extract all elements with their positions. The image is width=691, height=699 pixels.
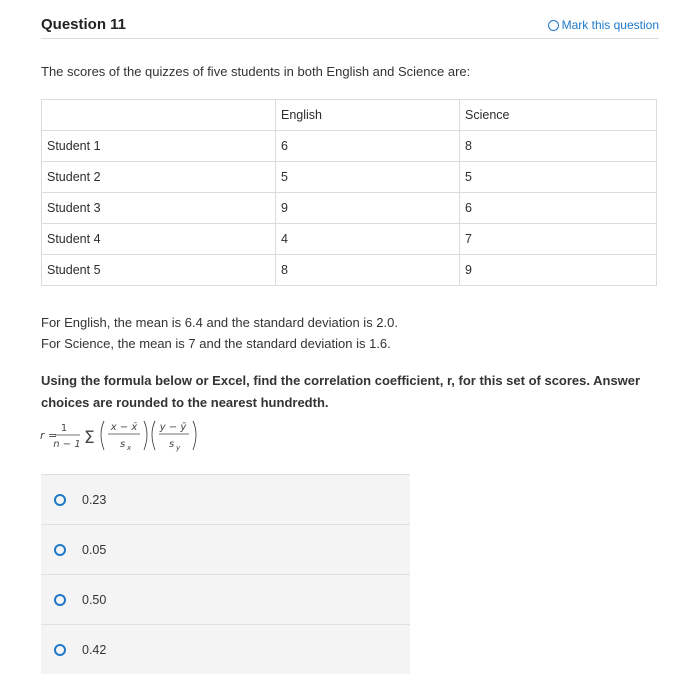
scores-table [41, 99, 657, 286]
table-cell: 5 [276, 162, 460, 193]
table-cell: Student 3 [42, 193, 276, 224]
table-cell: 9 [276, 193, 460, 224]
circle-icon [548, 20, 559, 31]
answer-choice[interactable] [41, 474, 410, 524]
sigma-icon: Σ [84, 428, 95, 448]
x-numerator: x − x̄ [110, 422, 138, 433]
formula-lhs: r = [40, 429, 58, 442]
table-header-cell: English [276, 100, 460, 131]
x-denominator: s [120, 439, 126, 450]
choice-label: 0.50 [82, 592, 107, 607]
mark-question-label: Mark this question [561, 18, 659, 32]
right-paren-icon [144, 421, 147, 450]
table-row [42, 131, 657, 162]
radio-button[interactable] [54, 544, 66, 556]
answer-choice[interactable] [41, 574, 410, 624]
answer-choice[interactable] [41, 524, 410, 574]
y-numerator: y − ȳ [159, 422, 187, 433]
table-header-row [42, 100, 657, 131]
answer-choices [41, 474, 410, 674]
table-header-cell: Science [460, 100, 657, 131]
english-stats: For English, the mean is 6.4 and the standard deviation is 2.0. [41, 315, 398, 330]
table-cell: Student 2 [42, 162, 276, 193]
formula-denominator: n − 1 [53, 439, 81, 450]
instruction-text: Using the formula below or Excel, find the correlation coefficient, r, for this set of scores. Answer choices are rounded to the nearest hundredth. [41, 373, 641, 410]
choice-label: 0.05 [82, 542, 107, 557]
radio-button[interactable] [54, 594, 66, 606]
y-subscript: y [176, 444, 181, 452]
stats-text [41, 312, 398, 354]
table-row [42, 224, 657, 255]
left-paren-icon [101, 421, 104, 450]
table-cell: Student 1 [42, 131, 276, 162]
left-paren-icon [152, 421, 155, 450]
table-cell: 6 [460, 193, 657, 224]
table-cell: 5 [460, 162, 657, 193]
choice-label: 0.42 [82, 642, 107, 657]
mark-question-link[interactable] [548, 18, 659, 32]
answer-choice[interactable] [41, 624, 410, 674]
question-prompt: The scores of the quizzes of five students in both English and Science are: [41, 64, 471, 79]
table-cell: 8 [276, 255, 460, 286]
table-cell: 9 [460, 255, 657, 286]
table-cell: Student 4 [42, 224, 276, 255]
table-cell: 8 [460, 131, 657, 162]
question-header [41, 14, 659, 39]
science-stats: For Science, the mean is 7 and the standard deviation is 1.6. [41, 336, 391, 351]
table-header-cell [42, 100, 276, 131]
table-row [42, 162, 657, 193]
choice-label: 0.23 [82, 492, 107, 507]
table-cell: Student 5 [42, 255, 276, 286]
right-paren-icon [193, 421, 196, 450]
table-row [42, 193, 657, 224]
x-subscript: x [127, 444, 132, 452]
table-cell: 4 [276, 224, 460, 255]
radio-button[interactable] [54, 644, 66, 656]
table-cell: 7 [460, 224, 657, 255]
question-title: Question 11 [41, 16, 127, 33]
table-cell: 6 [276, 131, 460, 162]
radio-button[interactable] [54, 494, 66, 506]
table-row [42, 255, 657, 286]
formula-numerator: 1 [60, 423, 68, 434]
correlation-formula [38, 412, 218, 458]
y-denominator: s [169, 439, 175, 450]
